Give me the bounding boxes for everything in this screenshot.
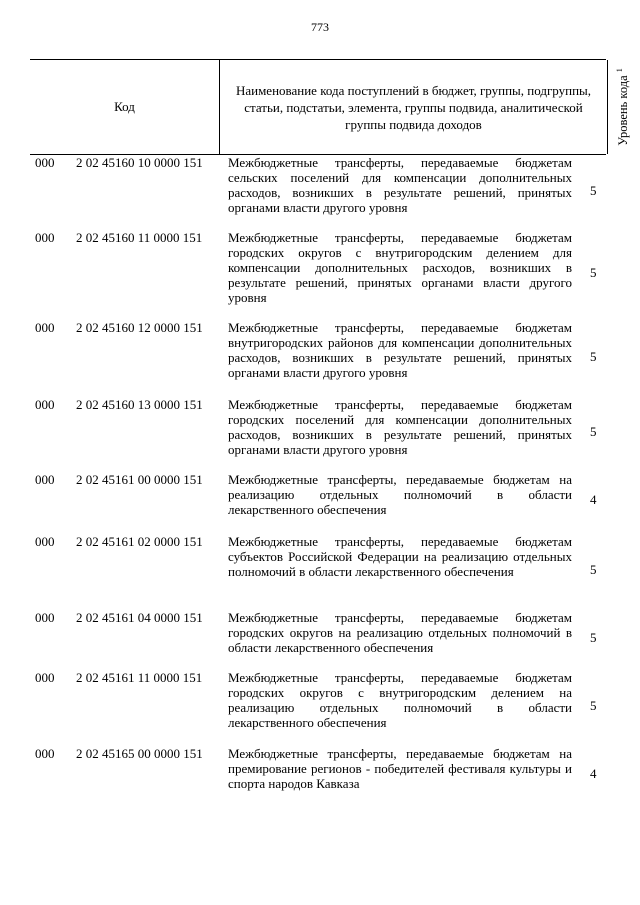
- income-name: Межбюджетные трансферты, передаваемые бюджетам городских округов с внутригородским делением на реализацию отдельных полномочий в области лекарственного обеспечения: [228, 670, 572, 730]
- income-code: 2 02 45160 13 0000 151: [76, 397, 203, 412]
- header-level-footnote: 1: [614, 68, 624, 73]
- code-level: 4: [590, 492, 597, 507]
- income-name: Межбюджетные трансферты, передаваемые бюджетам внутригородских районов для компенсации дополнительных расходов, возникших в результате решений, принятых органами власти другого уровня: [228, 320, 572, 380]
- income-code: 2 02 45161 02 0000 151: [76, 534, 203, 549]
- code-level: 5: [590, 698, 597, 713]
- income-name: Межбюджетные трансферты, передаваемые бюджетам сельских поселений для компенсации дополнительных расходов, возникших в результате решений, принятых органами власти другого уровня: [228, 155, 572, 215]
- income-code: 2 02 45161 11 0000 151: [76, 670, 203, 685]
- admin-code: 000: [35, 610, 55, 625]
- income-code: 2 02 45161 00 0000 151: [76, 472, 203, 487]
- table-row: [30, 610, 610, 670]
- table-row: [30, 320, 610, 397]
- code-level: 5: [590, 424, 597, 439]
- page-number: 773: [311, 20, 329, 34]
- code-level: 4: [590, 766, 597, 781]
- table-row: [30, 670, 610, 746]
- table-row: [30, 534, 610, 610]
- admin-code: 000: [35, 230, 55, 245]
- income-name: Межбюджетные трансферты, передаваемые бюджетам городских поселений для компенсации дополнительных расходов, возникших в результате решений, принятых органами власти другого уровня: [228, 397, 572, 457]
- admin-code: 000: [35, 534, 55, 549]
- admin-code: 000: [35, 472, 55, 487]
- table-body: [30, 155, 610, 808]
- table-header: [30, 59, 631, 155]
- income-name: Межбюджетные трансферты, передаваемые бюджетам на реализацию отдельных полномочий в области лекарственного обеспечения: [228, 472, 572, 517]
- income-name: Межбюджетные трансферты, передаваемые бюджетам на премирование регионов - победителей фестиваля культуры и спорта народов Кавказа: [228, 746, 572, 791]
- code-level: 5: [590, 562, 597, 577]
- header-code: Код: [30, 60, 220, 154]
- code-level: 5: [590, 349, 597, 364]
- table-row: [30, 230, 610, 320]
- header-level: [607, 60, 638, 154]
- income-code: 2 02 45160 10 0000 151: [76, 155, 203, 170]
- admin-code: 000: [35, 670, 55, 685]
- income-code: 2 02 45161 04 0000 151: [76, 610, 203, 625]
- code-level: 5: [590, 265, 597, 280]
- income-code: 2 02 45160 12 0000 151: [76, 320, 203, 335]
- income-code: 2 02 45165 00 0000 151: [76, 746, 203, 761]
- admin-code: 000: [35, 746, 55, 761]
- income-name: Межбюджетные трансферты, передаваемые бюджетам субъектов Российской Федерации на реализацию отдельных полномочий в области лекарственного обеспечения: [228, 534, 572, 579]
- header-name: Наименование кода поступлений в бюджет, группы, подгруппы, статьи, подстатьи, элемента, группы подвида, аналитической группы подвида доходов: [235, 82, 592, 132]
- code-level: 5: [590, 183, 597, 198]
- table-row: [30, 155, 610, 230]
- table-row: [30, 746, 610, 808]
- header-level-label: [615, 68, 631, 146]
- admin-code: 000: [35, 320, 55, 335]
- admin-code: 000: [35, 155, 55, 170]
- admin-code: 000: [35, 397, 55, 412]
- table-row: [30, 397, 610, 472]
- income-name: Межбюджетные трансферты, передаваемые бюджетам городских округов с внутригородским делением для компенсации дополнительных расходов, возникших в результате решений, принятых органами власти другого уровня: [228, 230, 572, 305]
- table-row: [30, 472, 610, 534]
- income-code: 2 02 45160 11 0000 151: [76, 230, 203, 245]
- header-level-text: Уровень кода: [616, 75, 631, 146]
- code-level: 5: [590, 630, 597, 645]
- income-name: Межбюджетные трансферты, передаваемые бюджетам городских округов на реализацию отдельных полномочий в области лекарственного обеспечения: [228, 610, 572, 655]
